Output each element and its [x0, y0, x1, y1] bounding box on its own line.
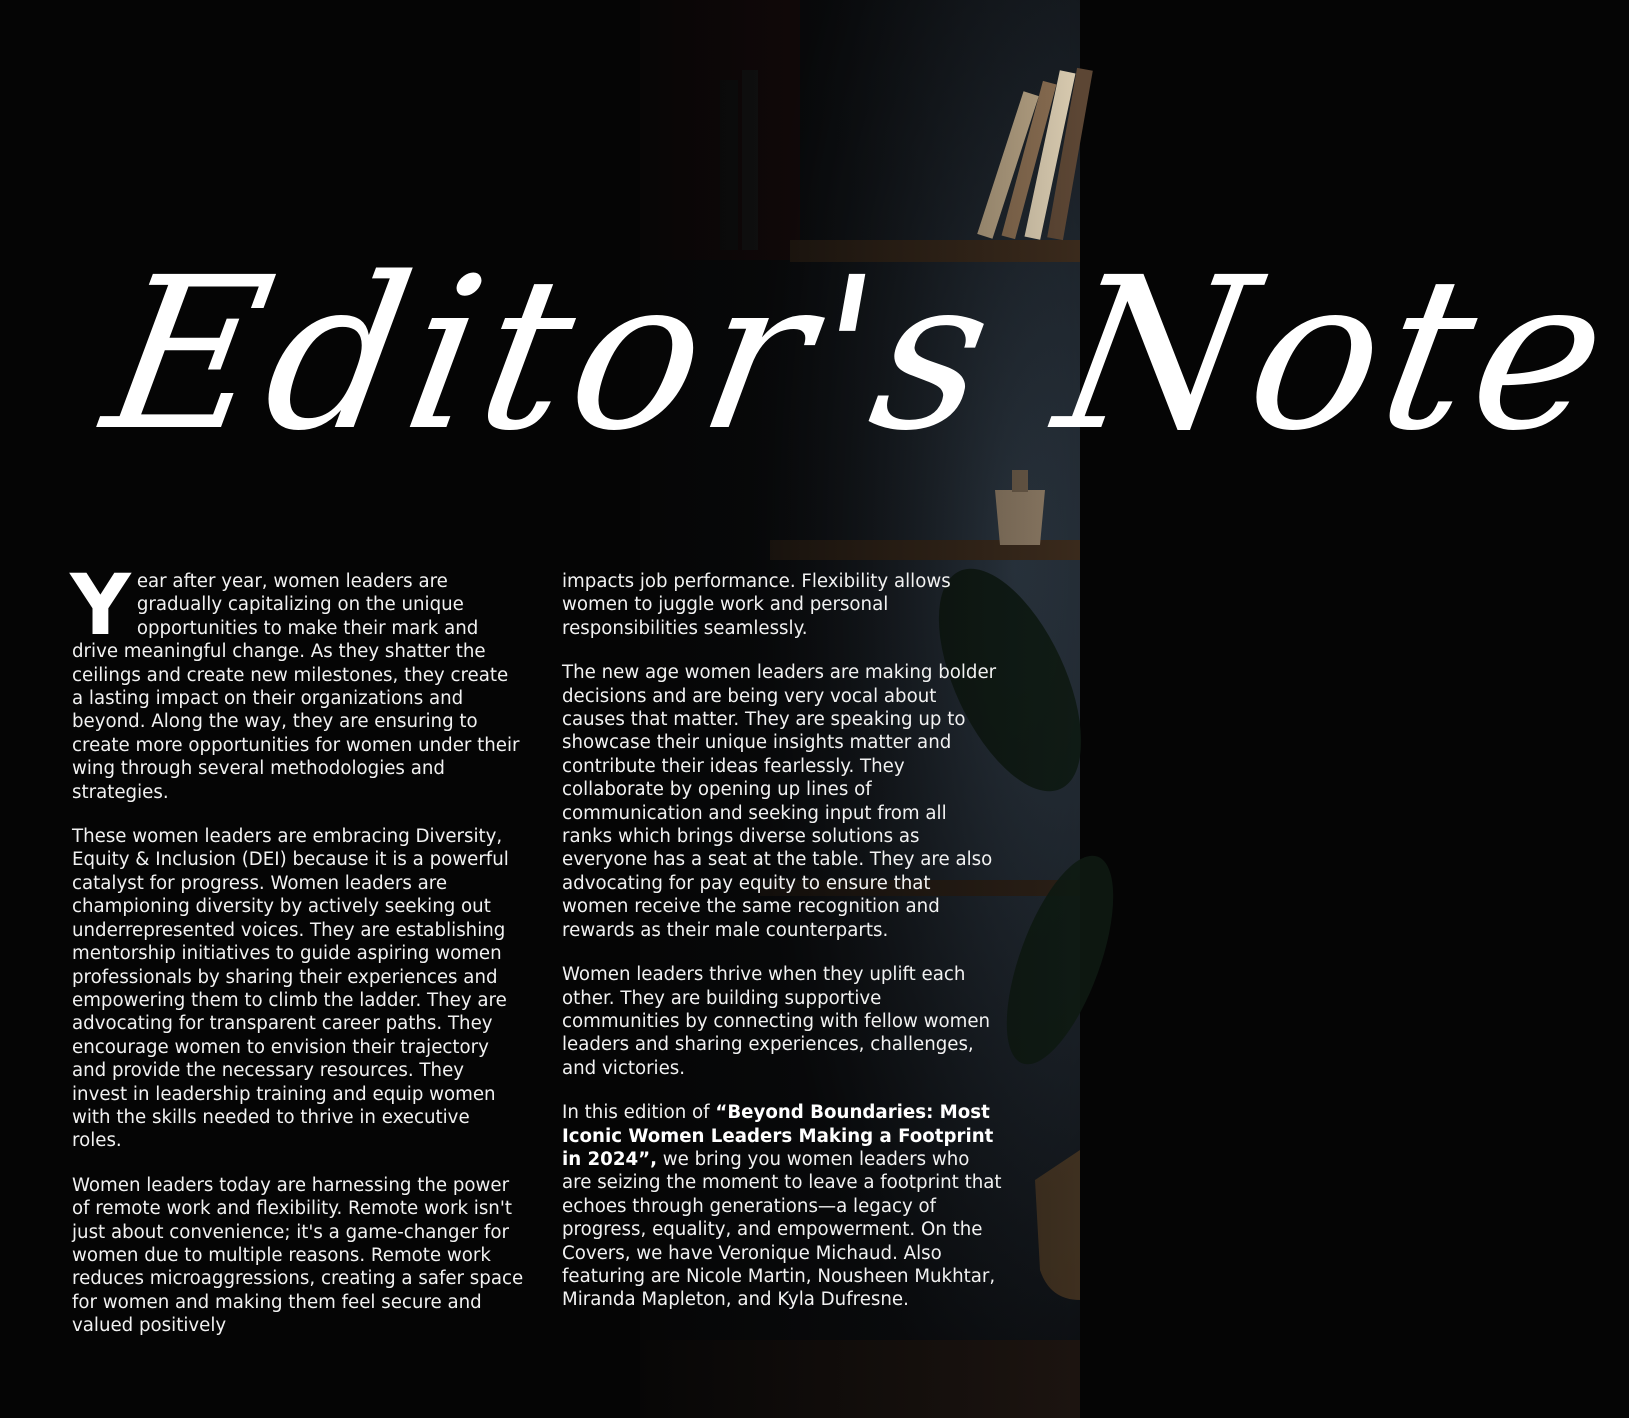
remote-work-paragraph: Women leaders today are harnessing the power of remote work and flexibility. Remote work isn't just about convenience; it's a game-changer for women due to multiple reasons. Remote work reduces microaggressions, creating a safer space for women and making them feel secure and valued positively — [72, 1174, 524, 1337]
right-column — [562, 570, 1002, 1333]
intro-text: ear after year, women leaders are gradually capitalizing on the unique opportunities to make their mark and drive meaningful change. As they shatter the ceilings and create new milestones, they create a lasting impact on their organizations and beyond. Along the way, they are ensuring to create more opportunities for women under their wing through several methodologies and strategies. — [72, 571, 520, 803]
left-column — [70, 556, 524, 1359]
edition-paragraph — [562, 1101, 1002, 1312]
drop-cap: Y — [70, 556, 131, 654]
edition-intro: In this edition of — [562, 1102, 716, 1124]
title-block — [0, 0, 1629, 600]
dei-paragraph: These women leaders are embracing Diversity, Equity & Inclusion (DEI) because it is a powerful catalyst for progress. Women leaders are championing diversity by actively seeking out underrepresented voices. They are establishing mentorship initiatives to guide aspiring women professionals by sharing their experiences and empowering them to climb the ladder. They are advocating for transparent career paths. They encourage women to envision their trajectory and provide the necessary resources. They invest in leadership training and equip women with the skills needed to thrive in executive roles. — [72, 826, 509, 1152]
flexibility-paragraph: impacts job performance. Flexibility allows women to juggle work and personal responsibilities seamlessly. — [562, 571, 951, 639]
page-title: Editor's Note — [90, 232, 1629, 477]
uplift-paragraph: Women leaders thrive when they uplift each other. They are building supportive communities by connecting with fellow women leaders and sharing experiences, challenges, and victories. — [562, 964, 991, 1079]
edition-title: “Beyond Boundaries: Most Iconic Women Leaders Making a Footprint in 2024”, — [562, 1102, 994, 1170]
intro-paragraph — [70, 556, 524, 804]
edition-text: we bring you women leaders who are seizing the moment to leave a footprint that echoes through generations—a legacy of progress, equality, and empowerment. On the Covers, we have Veronique Michaud. Also featuring are Nicole Martin, Nousheen Mukhtar, Miranda Mapleton, and Kyla Dufresne. — [562, 1148, 1002, 1311]
bold-decisions-paragraph: The new age women leaders are making bolder decisions and are being very vocal about causes that matter. They are speaking up to showcase their unique insights matter and contribute their ideas fearlessly. They collaborate by opening up lines of communication and seeking input from all ranks which brings diverse solutions as everyone has a seat at the table. They are also advocating for pay equity to ensure that women receive the same recognition and rewards as their male counterparts. — [562, 662, 997, 941]
